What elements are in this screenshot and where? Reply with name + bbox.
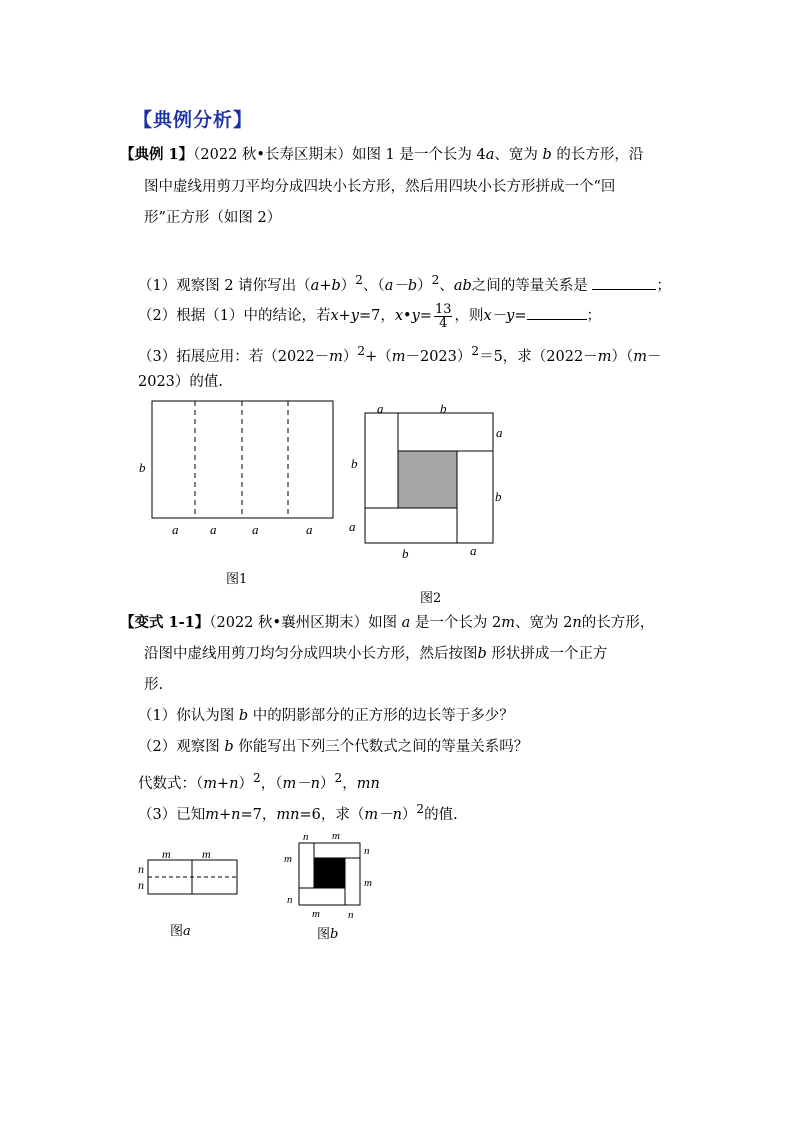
figure-a xyxy=(130,840,250,910)
ex1-tag: 【典例 1】 xyxy=(120,146,194,163)
expr-m-plus-n: m+n xyxy=(203,775,239,792)
expr-a-minus-b: a－b xyxy=(384,277,418,294)
q-text: ） xyxy=(417,277,432,294)
ex1-source: （2022 秋•长寿区期末） xyxy=(193,147,352,163)
q-text: ） xyxy=(340,277,356,294)
q-text: （1）观察图 2 请你写出（ xyxy=(138,277,311,294)
ex1-text: 、宽为 xyxy=(494,147,538,163)
exponent: 2 xyxy=(334,771,343,785)
figb-caption xyxy=(317,926,338,944)
q-text: ， xyxy=(342,775,357,792)
q-text: ，（ xyxy=(260,775,283,792)
section-title: 【典例分析】 xyxy=(133,109,254,131)
fig1-caption: 图1 xyxy=(226,572,248,587)
expr-x-dot-y: x•y= xyxy=(394,308,432,324)
var-text: 是一个长为 2 xyxy=(414,615,502,631)
ex1-line2: 图中虚线用剪刀平均分成四块小长方形，然后用四块小长方形拼成一个“回 xyxy=(144,179,616,195)
exponent: 2 xyxy=(431,273,440,287)
fraction-numerator: 13 xyxy=(434,301,452,317)
caption-text: 图 xyxy=(170,924,184,939)
ex1-question-3 xyxy=(138,342,661,366)
exponent: 2 xyxy=(471,344,480,358)
expr-mn: mn xyxy=(356,775,380,792)
ex1-line3: 形”正方形（如图 2） xyxy=(144,210,282,226)
expr-m-plus-n: m+n xyxy=(205,806,241,823)
var-text: 如图 xyxy=(368,615,398,631)
var-b: b xyxy=(224,739,234,755)
q-text: － xyxy=(646,348,662,365)
fig2-label-a: a xyxy=(470,543,477,558)
figure-b xyxy=(280,826,380,926)
ex1-text: 的长方形，沿 xyxy=(556,147,644,163)
var-b: b xyxy=(330,927,339,942)
var-text: 形状拼成一个正方 xyxy=(491,646,608,662)
fig2-label-a: a xyxy=(377,401,384,416)
var-text: 沿图中虚线用剪刀均匀分成四块小长方形，然后按图 xyxy=(144,646,478,662)
figa-caption xyxy=(170,923,191,941)
var-a: a xyxy=(183,924,191,939)
var-line3: 形. xyxy=(144,677,164,693)
figure-2 xyxy=(340,400,510,565)
fig1-label-a: a xyxy=(210,522,217,537)
q-text: （2）根据（1）中的结论，若 xyxy=(138,308,331,324)
q-text: 、（ xyxy=(362,277,385,294)
fraction xyxy=(434,303,453,330)
q-text: ＝5，求（2022－ xyxy=(479,348,598,365)
var-line1 xyxy=(120,614,654,632)
var-question-3 xyxy=(138,800,458,824)
q-text: =7， xyxy=(358,308,395,324)
fig2-label-b: b xyxy=(402,546,409,561)
expr-x-plus-y: x+y xyxy=(330,308,359,324)
fig2-label-b: b xyxy=(351,456,358,471)
expr-m-minus-n: m－n xyxy=(282,775,321,792)
var-m: m xyxy=(329,348,343,365)
q-text: －2023） xyxy=(405,348,472,365)
ex1-question-3-cont: 2023）的值. xyxy=(138,374,224,390)
caption-text: 图 xyxy=(317,927,331,942)
q-text: （1）你认为图 xyxy=(138,708,235,724)
figb-label-m: m xyxy=(364,877,372,889)
fig1-label-a: a xyxy=(252,522,259,537)
q-text: ） xyxy=(238,775,253,792)
expr-ab: ab xyxy=(453,277,472,294)
ex1-text: 如图 1 是一个长为 4 xyxy=(351,147,486,163)
figa-label-n: n xyxy=(138,878,144,892)
q-text: ） xyxy=(401,806,417,823)
var-source: （2022 秋•襄州区期末） xyxy=(209,615,369,631)
ex1-question-2 xyxy=(138,301,601,331)
var-m: m xyxy=(633,348,647,365)
fig1-label-a: a xyxy=(306,522,313,537)
figb-label-n: n xyxy=(287,894,293,906)
var-a: a xyxy=(401,615,411,631)
q-text: 中的阴影部分的正方形的边长等于多少？ xyxy=(252,708,514,724)
var-m: m xyxy=(597,348,612,365)
var-expressions xyxy=(138,769,380,793)
var-question-2 xyxy=(138,738,528,756)
ex1-line1 xyxy=(120,146,643,164)
q-text: ） xyxy=(320,775,335,792)
q-text: （3）已知 xyxy=(138,806,206,823)
q-text: 你能写出下列三个代数式之间的等量关系吗？ xyxy=(238,739,529,755)
q-text: ）（ xyxy=(611,348,634,365)
q-text: ； xyxy=(586,308,602,324)
q-text: =7， xyxy=(240,806,277,823)
q-text: 、 xyxy=(439,277,454,294)
q-text: 代数式：（ xyxy=(138,775,204,792)
q-text: =6，求（ xyxy=(299,806,365,823)
expr-a-plus-b: a+b xyxy=(310,277,341,294)
answer-blank[interactable] xyxy=(592,275,656,290)
fig2-label-a: a xyxy=(349,519,356,534)
answer-blank[interactable] xyxy=(527,305,587,320)
figb-label-m: m xyxy=(332,830,340,842)
q-text: ，则 xyxy=(454,308,484,324)
figb-shaded-square xyxy=(314,858,345,888)
var-n: n xyxy=(572,615,582,631)
var-text: 的长方形， xyxy=(581,615,655,631)
figb-label-n: n xyxy=(303,831,309,843)
figb-label-m: m xyxy=(312,908,320,920)
q-text: 的值. xyxy=(424,806,458,823)
q-text: （3）拓展应用：若（2022－ xyxy=(138,348,330,365)
figb-label-n: n xyxy=(364,845,370,857)
var-m: m xyxy=(391,348,406,365)
figb-label-n: n xyxy=(348,909,354,921)
figa-label-m: m xyxy=(202,847,211,861)
figa-label-n: n xyxy=(138,862,144,876)
fig2-label-b: b xyxy=(495,489,502,504)
fraction-denominator: 4 xyxy=(439,315,448,331)
var-b: b xyxy=(542,147,552,163)
var-m: m xyxy=(501,615,516,631)
q-text: 之间的等量关系是 xyxy=(471,277,588,294)
q-text: （2）观察图 xyxy=(138,739,220,755)
var-b: b xyxy=(477,646,487,662)
figb-label-m: m xyxy=(284,853,292,865)
var-line2 xyxy=(144,645,607,663)
fig1-label-b: b xyxy=(139,460,146,475)
fig2-caption: 图2 xyxy=(420,591,442,606)
exponent: 2 xyxy=(416,802,425,816)
var-text: 、宽为 2 xyxy=(515,615,573,631)
expr-x-minus-y: x－y= xyxy=(483,308,527,324)
q-text: ； xyxy=(656,277,671,294)
figure-1 xyxy=(130,395,350,545)
var-a: a xyxy=(485,147,495,163)
q-text: +（ xyxy=(365,348,392,365)
exponent: 2 xyxy=(355,273,363,287)
figa-label-m: m xyxy=(162,847,171,861)
fig2-label-a: a xyxy=(496,425,503,440)
fig2-shaded-square xyxy=(398,451,457,508)
var-tag: 【变式 1-1】 xyxy=(120,614,210,631)
expr-mn: mn xyxy=(276,806,300,823)
exponent: 2 xyxy=(357,344,366,358)
var-b: b xyxy=(238,708,249,724)
expr-m-minus-n: m－n xyxy=(364,806,402,823)
fig2-label-b: b xyxy=(440,401,447,416)
ex1-question-1 xyxy=(138,271,671,295)
fig1-label-a: a xyxy=(172,522,179,537)
q-text: ） xyxy=(342,348,358,365)
exponent: 2 xyxy=(253,771,261,785)
var-question-1 xyxy=(138,707,514,725)
